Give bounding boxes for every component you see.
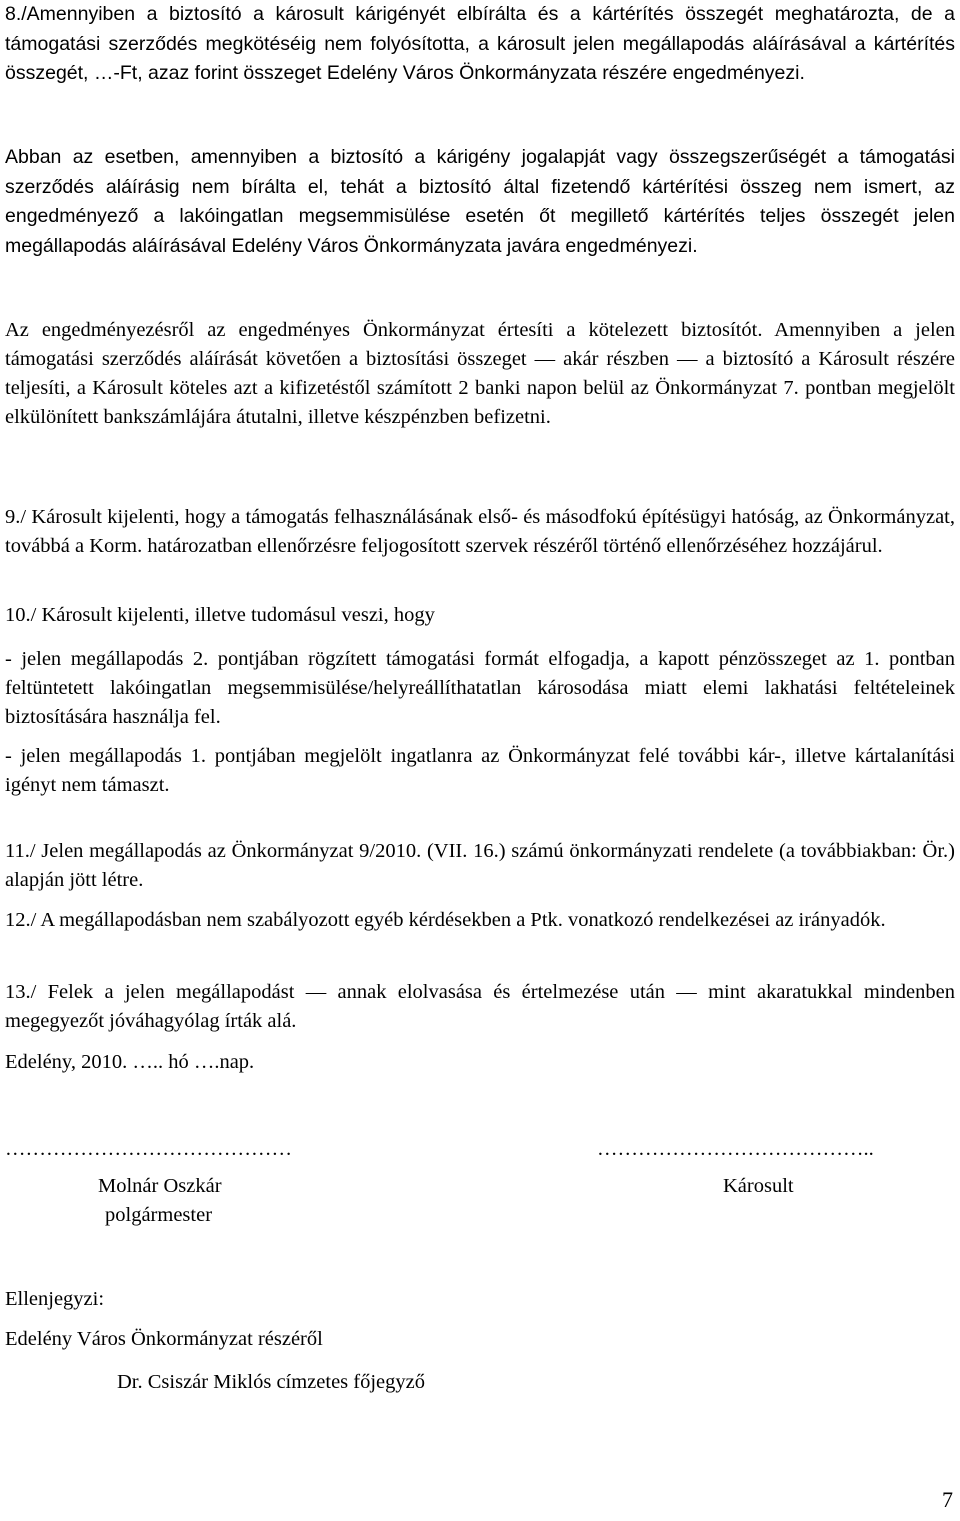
signature-line-right: ………………………………….. [597,1138,874,1160]
paragraph-9: 9./ Károsult kijelenti, hogy a támogatás felhasználásának első- és másodfokú építésügyi hatóság, az Önkormányzat, továbbá a Korm. határozatban ellenőrzésre feljogosított szervek részéről történő ellenőrzéséhez hozzájárul. [5,506,955,557]
paragraph-13: 13./ Felek a jelen megállapodást ― annak elolvasása és értelmezése után ― mint akaratukkal mindenben megegyezőt jóváhagyólag írták alá. [5,981,955,1032]
signature-line-left: …………………………………… [5,1138,292,1160]
countersign-organization: Edelény Város Önkormányzat részéről [5,1328,323,1350]
countersign-label: Ellenjegyzi: [5,1288,105,1310]
paragraph-10: 10./ Károsult kijelenti, illetve tudomásul veszi, hogy [5,604,435,626]
signatory-name-mayor: Molnár Oszkár [98,1175,222,1197]
paragraph-10-item-2: - jelen megállapodás 1. pontjában megjelölt ingatlanra az Önkormányzat felé további kár-, illetve kártalanítási igényt nem támaszt. [5,745,955,796]
date-line: Edelény, 2010. ….. hó ….nap. [5,1051,255,1073]
paragraph-10-item-1: - jelen megállapodás 2. pontjában rögzített támogatási formát elfogadja, a kapott pénzösszeget az 1. pontban feltüntetett lakóingatlan megsemmisülése/helyreállíthatatlan károsodása miatt elemi lakhatási feltételeinek biztosítására használja fel. [5,648,955,728]
countersign-name: Dr. Csiszár Miklós címzetes főjegyző [117,1371,426,1393]
signatory-title-mayor: polgármester [105,1204,213,1226]
paragraph-12: 12./ A megállapodásban nem szabályozott egyéb kérdésekben a Ptk. vonatkozó rendelkezései az irányadók. [5,909,886,931]
paragraph-11: 11./ Jelen megállapodás az Önkormányzat 9/2010. (VII. 16.) számú önkormányzati rendelete (a továbbiakban: Ör.) alapján jött létre. [5,840,955,891]
paragraph-assignment-unknown-amount: Abban az esetben, amennyiben a biztosító a kárigény jogalapját vagy összegszerűségét a támogatási szerződés aláírásig nem bírálta el, tehát a biztosító által fizetendő kártérítési összeg nem ismert, az engedményező a lakóingatlan megsemmisülése esetén őt megillető kártérítés teljes összegét jelen megállapodás aláírásával Edelény Város Önkormányzata javára engedményezi. [5,146,955,257]
paragraph-assignment-notice: Az engedményezésről az engedményes Önkormányzat értesíti a kötelezett biztosítót. Amennyiben a jelen támogatási szerződés aláírását követően a biztosítási összeget ― akár részben ― a biztosító a Károsult részére teljesíti, a Károsult köteles azt a kifizetéstől számított 2 banki napon belül az Önkormányzat 7. pontban megjelölt elkülönített bankszámlájára átutalni, illetve készpénzben befizetni. [5,319,955,428]
signatory-name-injured-party: Károsult [723,1175,794,1197]
paragraph-8: 8./Amennyiben a biztosító a károsult kárigényét elbírálta és a kártérítés összegét meghatározta, de a támogatási szerződés megkötéséig nem folyósította, a károsult jelen megállapodás aláírásával a kártérítés összegét, …-Ft, azaz forint összeget Edelény Város Önkormányzata részére engedményezi. [5,3,955,84]
page-number: 7 [942,1487,953,1512]
